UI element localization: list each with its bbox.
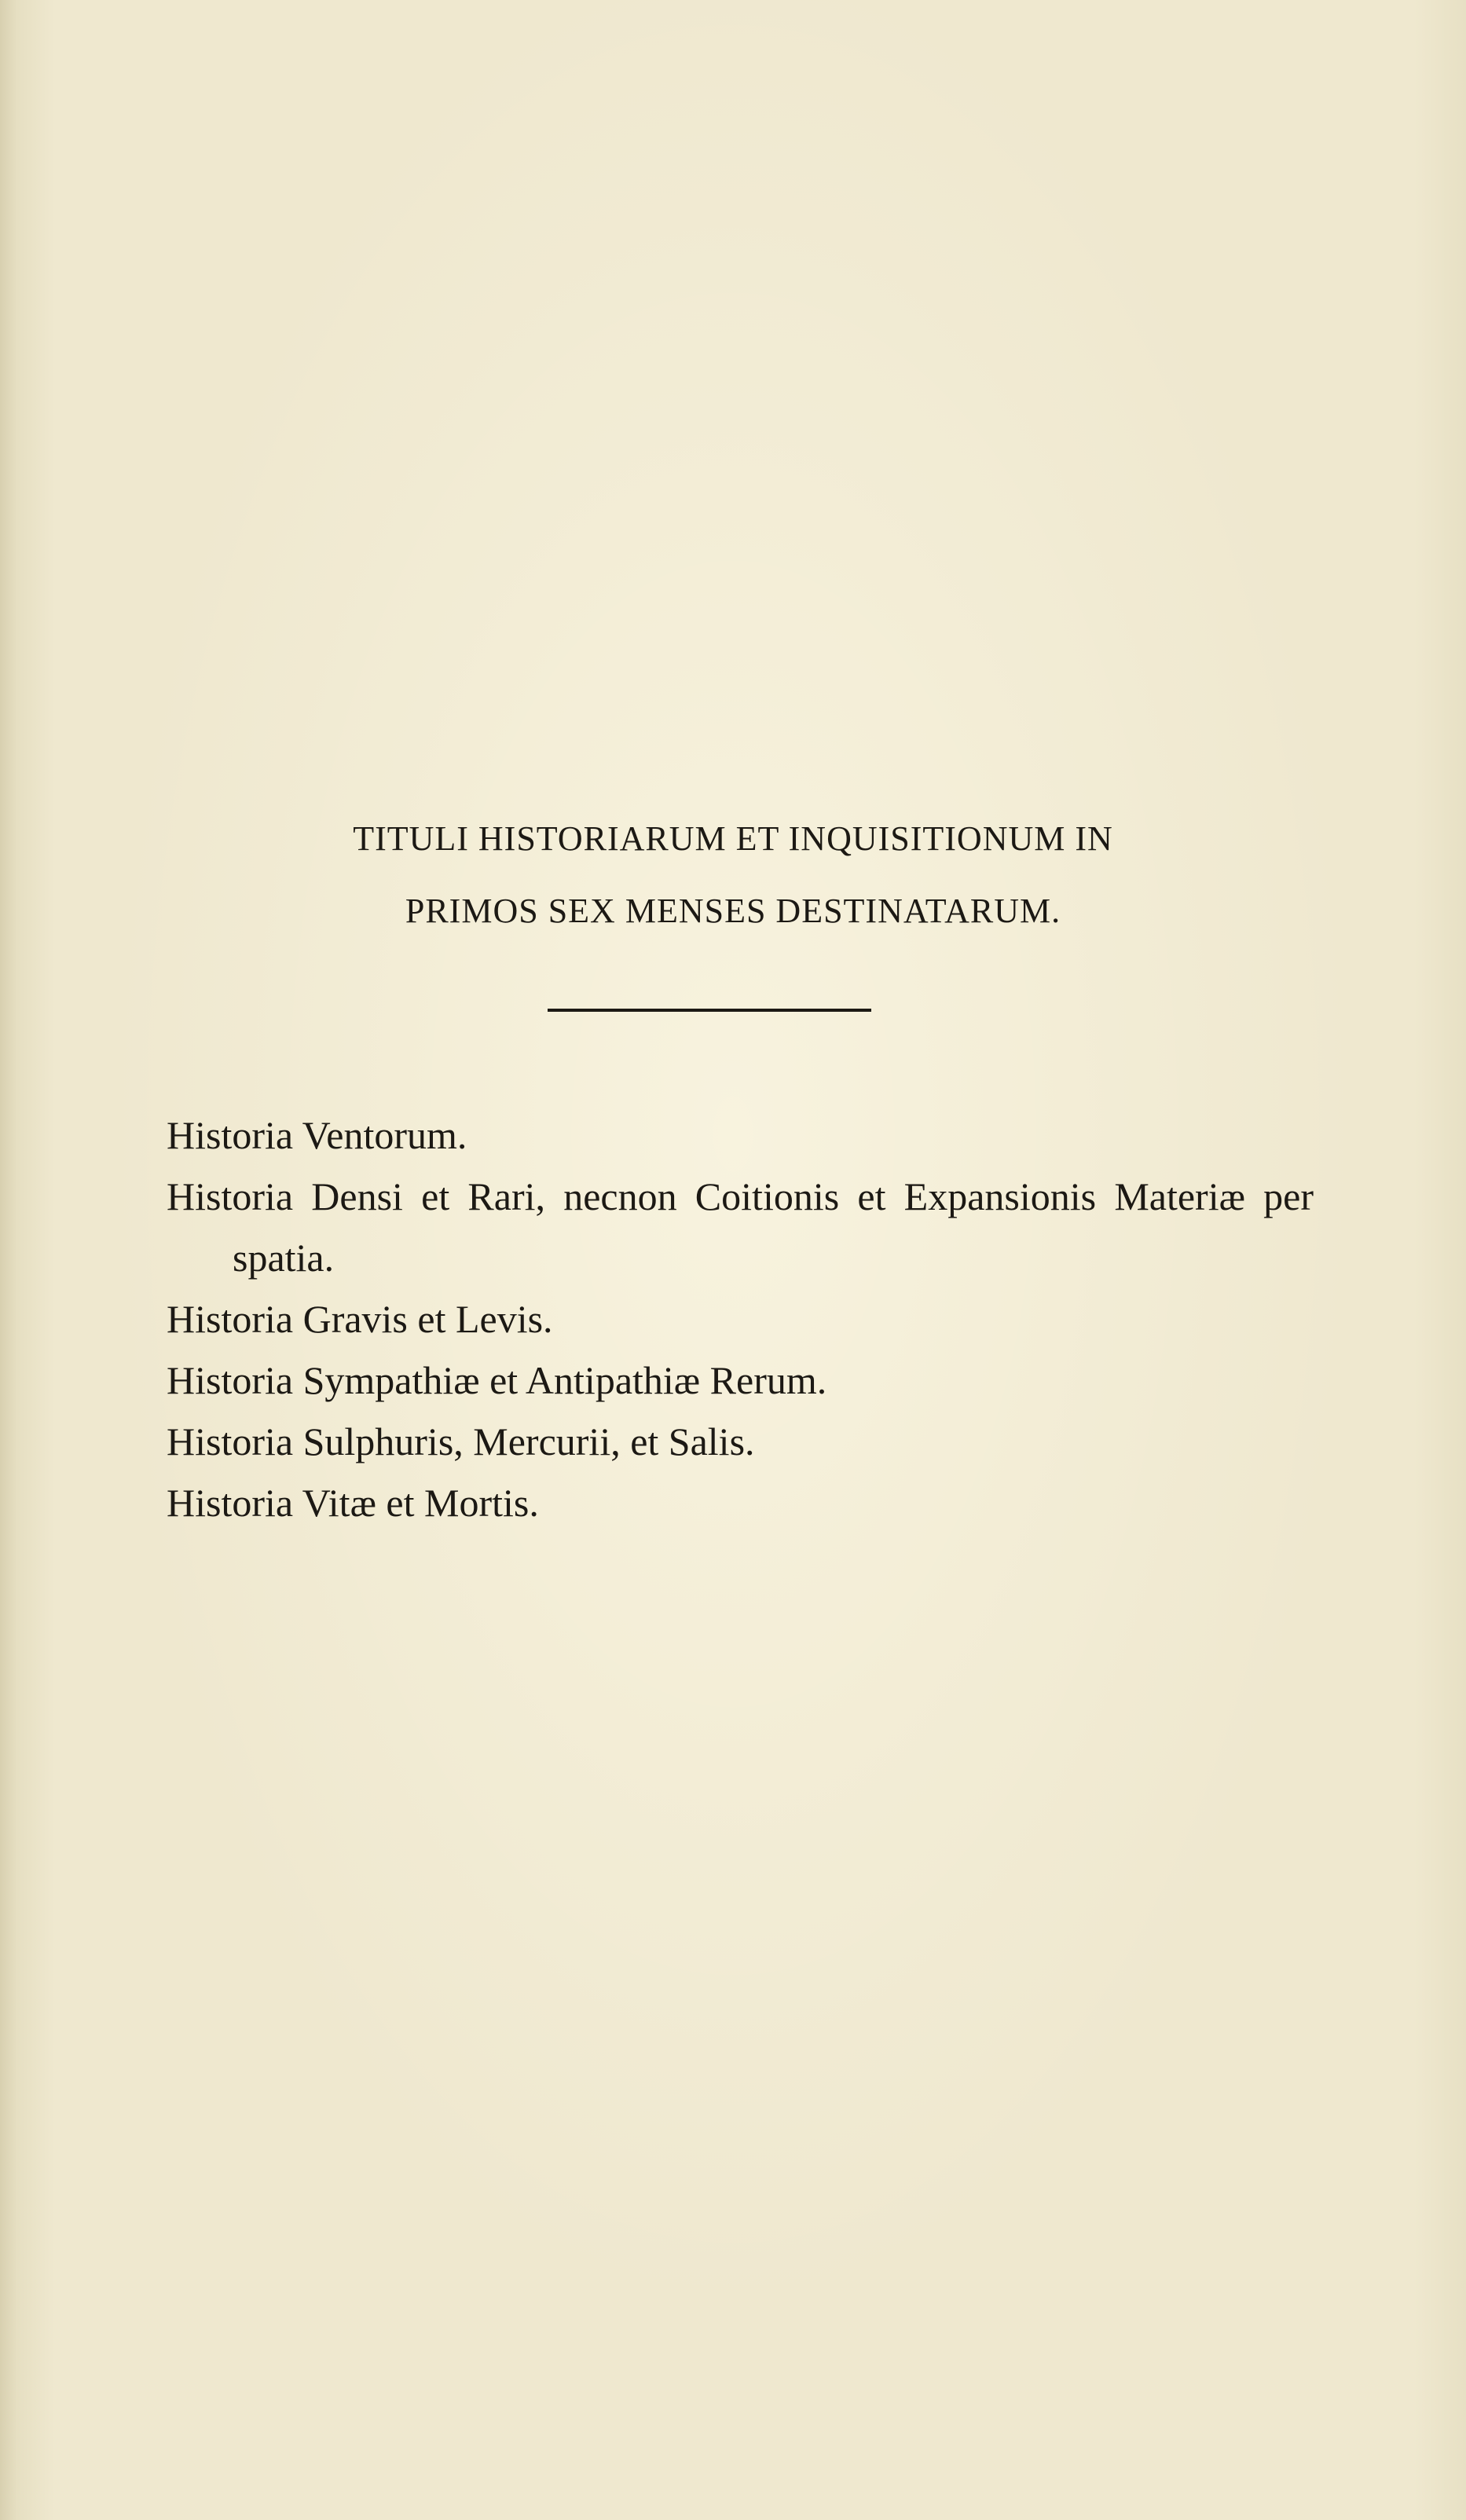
heading-line-1: TITULI HISTORIARUM ET INQUISITIONUM IN <box>353 819 1113 858</box>
heading-line-2: PRIMOS SEX MENSES DESTINATARUM. <box>405 892 1061 930</box>
list-item: Historia Densi et Rari, necnon Coitionis et Expansionis Materiæ per spatia. <box>167 1174 1314 1280</box>
list-item: Historia Sympathiæ et Antipathiæ Rerum. <box>167 1358 827 1402</box>
list-item: Historia Ventorum. <box>167 1113 467 1157</box>
list-item: Historia Vitæ et Mortis. <box>167 1481 539 1525</box>
section-divider <box>548 1009 871 1012</box>
list-item: Historia Sulphuris, Mercurii, et Salis. <box>167 1419 755 1463</box>
list-item: Historia Gravis et Levis. <box>167 1297 553 1341</box>
history-titles-list <box>167 1104 1314 1533</box>
